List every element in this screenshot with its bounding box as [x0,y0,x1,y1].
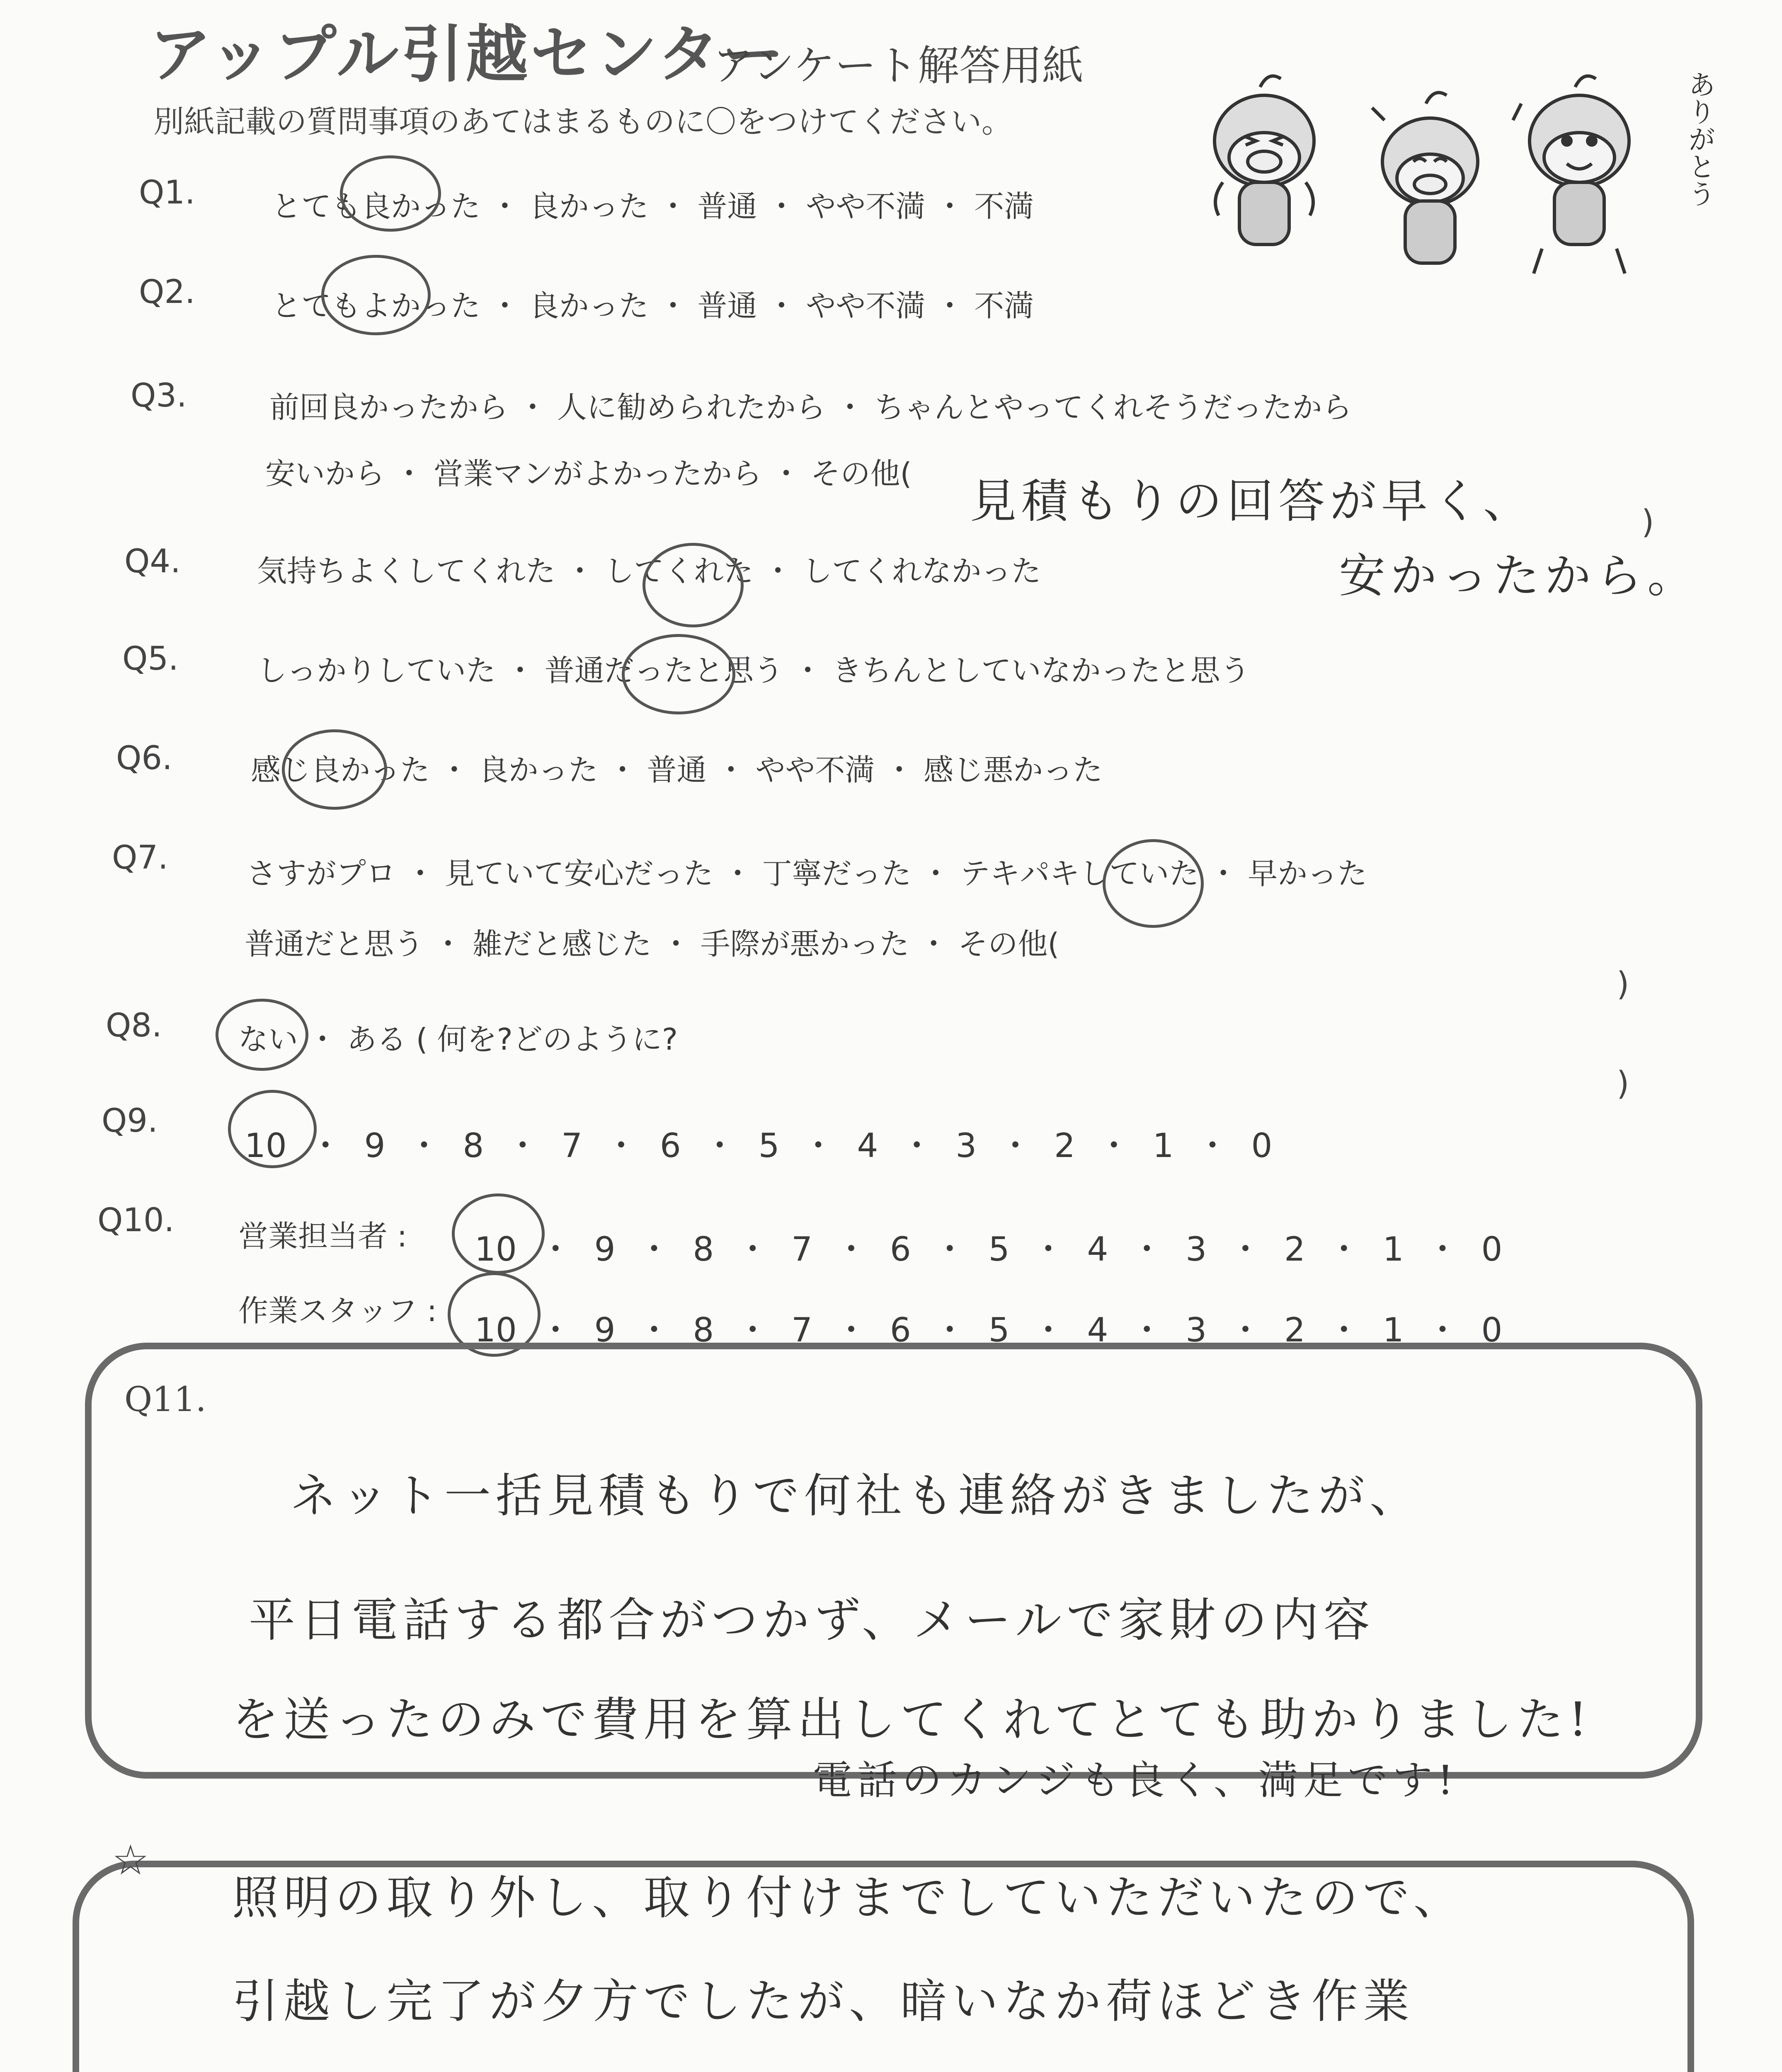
star-comment-line1: 照明の取り外し、取り付けまでしていただいたので、 [232,1871,1465,1925]
q3-close-paren: ) [1641,503,1654,541]
monkey-mascots-icon [1173,46,1737,303]
q10-staff-label: 作業スタッフ : [238,1293,437,1328]
q7-close-paren: ) [1617,966,1629,1003]
q3-options-line2[interactable]: 安いから ・ 営業マンがよかったから ・ その他( [265,456,912,491]
q11-label: Q11. [124,1380,206,1419]
q10-staff-scale[interactable]: 10 ・ 9 ・ 8 ・ 7 ・ 6 ・ 5 ・ 4 ・ 3 ・ 2 ・ 1 ・ 0 [475,1311,1503,1349]
q1-label: Q1. [139,174,195,211]
mascot-text: ありがとう [1683,70,1716,207]
q8-label: Q8. [106,1007,162,1044]
star-comment-line2: 引越し完了が夕方でしたが、暗いなか荷ほどき作業 [232,1975,1414,2028]
q4-label: Q4. [124,543,181,580]
q2-answer-circle [321,255,431,335]
star-icon: ☆ [112,1836,149,1884]
instruction-text: 別紙記載の質問事項のあてはまるものに〇をつけてください。 [153,104,1012,140]
q7-answer-circle [1103,839,1204,928]
q6-options[interactable]: 感じ良かった ・ 良かった ・ 普通 ・ やや不満 ・ 感じ悪かった [251,753,1103,787]
q6-label: Q6. [116,740,172,777]
q8-answer-circle [216,999,308,1071]
q10-label: Q10. [97,1202,175,1239]
q10-sales-scale[interactable]: 10 ・ 9 ・ 8 ・ 7 ・ 6 ・ 5 ・ 4 ・ 3 ・ 2 ・ 1 ・ 0 [475,1230,1503,1268]
q8-options[interactable]: ない ・ ある ( 何を?どのように? [238,1022,678,1057]
q9-answer-circle [228,1090,317,1168]
q7-label: Q7. [112,839,168,876]
q1-answer-circle [340,155,441,232]
q11-comment-line4: 電話のカンジも良く、満足です! [812,1757,1459,1803]
q3-label: Q3. [131,377,187,414]
q11-comment-line1: ネット一括見積もりで何社も連絡がきましたが、 [290,1469,1421,1523]
q8-close-paren: ) [1617,1065,1629,1102]
q1-options[interactable]: とても良かった ・ 良かった ・ 普通 ・ やや不満 ・ 不満 [272,189,1034,224]
q11-comment-line2: 平日電話する都合がつかず、メールで家財の内容 [249,1593,1375,1647]
q7-options-line2[interactable]: 普通だと思う ・ 雑だと感じた ・ 手際が悪かった ・ その他( [245,927,1060,961]
q9-label: Q9. [102,1102,158,1140]
q6-answer-circle [282,729,387,810]
q7-options-line1[interactable]: さすがプロ ・ 見ていて安心だった ・ 丁寧だった ・ テキパキしていた ・ 早かった [247,856,1367,891]
q9-scale[interactable]: 10 ・ 9 ・ 8 ・ 7 ・ 6 ・ 5 ・ 4 ・ 3 ・ 2 ・ 1 ・ 0 [245,1126,1273,1165]
q10-sales-label: 営業担当者 : [238,1219,407,1254]
q4-answer-circle [642,543,744,627]
sheet-subtitle: アンケート解答用紙 [713,41,1084,90]
q10-sales-answer-circle [452,1193,545,1274]
company-title: アップル引越センター [149,19,787,91]
q4-options[interactable]: 気持ちよくしてくれた ・ してくれた ・ してくれなかった [257,554,1041,588]
q5-answer-circle [622,634,735,714]
q3-options-line1[interactable]: 前回良かったから ・ 人に勧められたから ・ ちゃんとやってくれそうだったから [269,390,1352,425]
q2-options[interactable]: とてもよかった ・ 良かった ・ 普通 ・ やや不満 ・ 不満 [272,288,1034,323]
q5-label: Q5. [122,640,179,678]
q11-comment-line3: を送ったのみで費用を算出してくれてとても助かりました! [232,1693,1593,1747]
q3-answer-line1: 見積もりの回答が早く、 [970,474,1535,528]
q3-answer-line2: 安かったから。 [1339,549,1699,603]
q5-options[interactable]: しっかりしていた ・ 普通だったと思う ・ きちんとしていなかったと思う [257,653,1250,688]
q2-label: Q2. [139,274,195,311]
